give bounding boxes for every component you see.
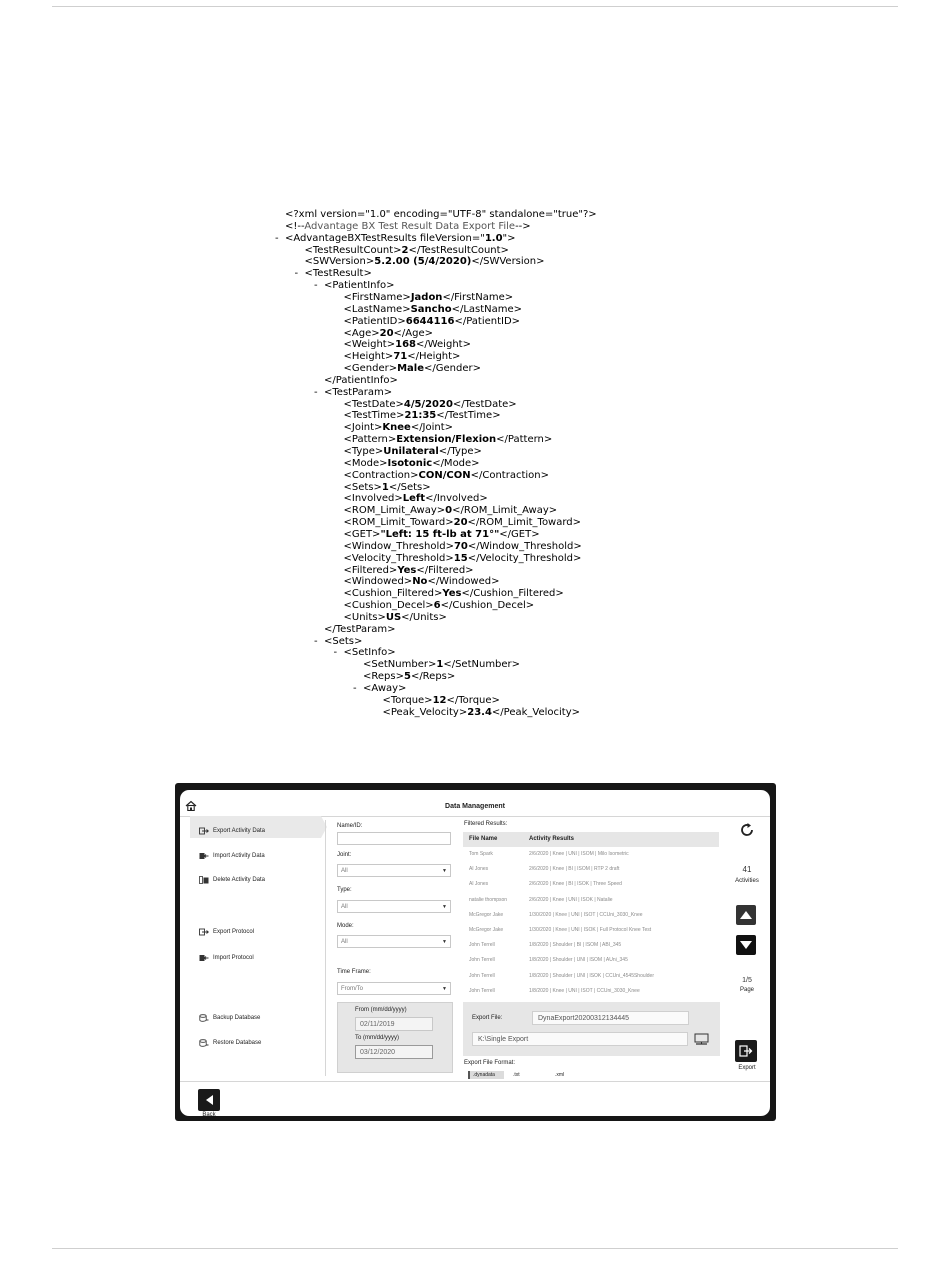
xml-tag: </TestTime> [436,410,501,422]
xml-value: 1 [436,659,444,671]
to-date-label: To (mm/dd/yyyy) [355,1035,400,1041]
export-file-label: Export File: [472,1015,503,1021]
xml-tag: </Weight> [415,339,471,351]
xml-value: No [412,576,428,588]
xml-line [344,588,564,600]
xml-tag: </PatientID> [454,315,521,327]
export-button[interactable] [735,1040,757,1062]
xml-line [305,245,509,257]
xml-tag: </Velocity_Threshold> [467,552,582,564]
xml-tag: <TestParam> [324,386,393,398]
row-activity-result: 1/8/2020 | Shoulder | UNI | ISOK | CCUni_4545Shoulder [529,972,654,979]
xml-line [344,458,480,470]
xml-value: Unilateral [383,446,439,457]
xml-tag: </LastName> [451,303,523,315]
xml-tag: <Units> [343,611,386,623]
xml-value: 15 [453,552,468,564]
row-activity-result: 1/8/2020 | Knee | UNI | ISOT | CCUni_3030_Knee [529,987,640,994]
sidebar-item-label: Restore Database [213,1040,262,1046]
sidebar-item-backup-database[interactable] [199,1013,317,1023]
collapse-toggle-icon[interactable]: - [275,232,279,244]
page-indicator: 1/5 [742,977,752,984]
row-file-name: Tom Spark [469,851,493,857]
row-file-name: McGregor Jake [469,911,504,918]
xml-tag: </Involved> [425,493,488,505]
xml-tag: <Window_Threshold> [343,540,454,552]
xml-tag: <Joint> [343,422,383,434]
xml-tag: </TestResultCount> [408,244,509,256]
xml-value: Knee [382,422,411,434]
xml-value: Extension/Flexion [396,434,497,446]
xml-tag: </Reps> [410,671,456,683]
xml-comment: Advantage BX Test Result Data Export File [304,220,516,232]
xml-value: 0 [445,505,453,517]
import-icon [199,954,209,962]
xml-tag: <LastName> [343,303,411,315]
xml-tag: <Contraction> [343,469,419,481]
xml-tag: <Filtered> [343,564,398,576]
export-path-input[interactable]: K:\Single Export [472,1032,688,1046]
xml-line [344,529,540,541]
data-management-screen [180,790,770,1116]
xml-line [363,659,520,671]
xml-tag: <PatientID> [343,315,406,327]
xml-tag: <ROM_Limit_Away> [343,505,446,517]
from-date-label: From (mm/dd/yyyy) [355,1007,407,1013]
activities-label: Activities [735,878,759,884]
sidebar-item-import-protocol[interactable] [199,953,317,963]
xml-tag: <ROM_Limit_Toward> [343,517,454,529]
xml-line [344,505,558,517]
xml-line [314,386,393,399]
xml-line [324,624,396,636]
table-row[interactable] [463,953,719,968]
xml-tag: <Sets> [324,635,363,647]
xml-value: 21:35 [404,410,437,422]
back-arrow-icon [204,1094,215,1106]
back-button[interactable] [198,1089,220,1111]
xml-tag: </TestDate> [452,398,517,410]
xml-line [383,695,500,707]
chevron-down-icon: ▼ [442,904,447,910]
xml-value: 6 [433,600,441,612]
row-file-name: Al Jones [469,881,489,888]
xml-tag: <Windowed> [343,576,413,588]
xml-tag: <Gender> [343,363,398,375]
row-activity-result: 2/6/2020 | Knee | UNI | ISOK | Natalie [529,896,613,903]
sidebar-item-label: Export Activity Data [213,828,266,834]
xml-tag: <SetNumber> [363,659,437,671]
xml-line [275,232,516,245]
sidebar-item-label: Export Protocol [213,929,255,935]
page-up-button[interactable] [736,905,756,925]
xml-tag: </Mode> [432,457,480,469]
row-file-name: John Terrell [469,957,495,964]
xml-tag: <FirstName> [343,291,411,303]
xml-line [344,351,461,363]
time-frame-select[interactable] [337,982,451,995]
table-row[interactable] [463,984,719,999]
xml-tag: <TestResult> [304,268,372,280]
xml-tag: </Pattern> [496,434,553,446]
sidebar-item-export-activity-data[interactable] [199,826,317,836]
xml-tag: <Pattern> [343,434,397,446]
xml-tag: </Age> [393,327,433,339]
format-xml[interactable]: .xml [555,1072,565,1078]
xml-line [344,363,482,375]
sidebar-item-restore-database[interactable] [199,1038,317,1048]
xml-tag: <Away> [363,683,407,694]
xml-line [344,434,553,446]
xml-value: Yes [397,564,417,576]
xml-tag: </Windowed> [427,576,500,588]
collapse-toggle-icon[interactable]: - [333,647,338,659]
xml-tag: <!-- [285,220,305,232]
chevron-down-icon: ▼ [442,868,447,874]
xml-line [344,493,488,505]
xml-tag: </Gender> [424,363,482,375]
xml-line [305,256,545,268]
collapse-toggle-icon[interactable]: - [314,386,318,398]
xml-tag: "> [502,232,516,244]
xml-line [344,576,500,588]
xml-tag: </ROM_Limit_Away> [452,505,558,517]
xml-value: Jadon [410,291,443,303]
xml-line [344,410,501,422]
row-activity-result: 1/8/2020 | Shoulder | BI | ISOM | ABI_345 [529,942,622,949]
database-icon [199,1039,209,1047]
xml-tag: <Sets> [343,481,382,493]
row-activity-result: 2/6/2020 | Knee | BI | ISOM | RTP 2 draft [529,866,620,873]
xml-value: US [385,611,402,623]
app-screenshot-frame [175,783,776,1121]
sidebar-item-import-activity-data[interactable] [199,851,317,861]
name-id-input[interactable] [337,832,451,845]
xml-tag: </Cushion_Decel> [440,600,535,612]
xml-line [344,541,582,553]
mode-value: All [341,939,348,945]
joint-label: Joint: [337,852,352,858]
export-icon [199,827,209,835]
export-icon [739,1045,753,1057]
xml-line [285,221,531,233]
xml-line [344,600,535,612]
back-label: Back [202,1112,216,1116]
xml-tag: <Cushion_Filtered> [343,588,443,600]
time-frame-value: From/To [341,986,364,992]
collapse-toggle-icon[interactable]: - [314,635,318,647]
xml-tag: </Cushion_Filtered> [461,588,564,600]
xml-value: 1.0 [484,232,503,244]
xml-tag: <Age> [343,327,380,339]
import-icon [199,852,209,860]
xml-line [344,399,517,411]
activities-count: 41 [742,865,752,874]
xml-tag: <PatientInfo> [324,280,395,292]
xml-value: 20 [453,517,468,529]
xml-value: 20 [379,327,394,339]
collapse-toggle-icon[interactable]: - [294,268,299,280]
xml-tag: </FirstName> [442,291,514,303]
xml-tag: <Height> [343,351,394,363]
footer-divider [180,1081,770,1082]
xml-line [344,612,447,624]
xml-tag: <AdvantageBXTestResults fileVersion=" [285,232,485,244]
table-row[interactable] [463,908,719,923]
xml-tag: </ROM_Limit_Toward> [467,517,582,529]
xml-value: 12 [432,694,447,706]
xml-tag: </Window_Threshold> [467,540,582,552]
xml-line [294,268,372,280]
type-label: Type: [337,887,352,893]
xml-line [344,565,474,577]
xml-tag: </TestParam> [324,623,396,635]
row-file-name: McGregor Jake [469,927,504,933]
chevron-down-icon: ▼ [442,939,447,945]
screen-title: Data Management [445,803,505,810]
xml-tag: </Height> [407,351,461,363]
xml-tag: <SWVersion> [304,256,375,268]
xml-line [344,517,582,529]
export-file-input[interactable]: DynaExport20200312134445 [532,1011,689,1025]
xml-tag: </SetNumber> [443,659,521,671]
collapse-toggle-icon[interactable]: - [314,280,318,292]
xml-tag: <TestResultCount> [304,244,402,256]
row-file-name: natalie thompson [469,896,508,903]
xml-tag: <Velocity_Threshold> [343,552,454,564]
xml-tag: </Peak_Velocity> [491,706,581,718]
from-date-input[interactable]: 02/11/2019 [355,1017,433,1031]
column-activity-results: Activity Results [529,836,575,842]
xml-line [353,683,407,695]
xml-value: Yes [442,588,462,600]
xml-tag: </Units> [401,611,447,623]
to-date-input[interactable]: 03/12/2020 [355,1045,433,1059]
xml-value: 23.4 [467,706,492,718]
xml-line [344,304,523,316]
refresh-icon[interactable] [739,822,755,838]
xml-tag: </Torque> [446,694,500,706]
xml-value: "Left: 15 ft-lb at 71°" [380,528,500,540]
xml-tag: </SWVersion> [471,256,545,268]
type-value: All [341,904,348,910]
xml-tag: <TestTime> [343,410,405,422]
xml-line [324,375,398,387]
row-file-name: John Terrell [469,987,495,994]
xml-tag: <TestDate> [343,398,404,410]
export-button-label: Export [738,1065,756,1071]
chevron-down-icon: ▼ [442,986,447,992]
table-row[interactable] [463,893,719,908]
row-activity-result: 1/30/2020 | Knee | UNI | ISOT | CCUni_3030_Knee [529,911,643,918]
sidebar-item-delete-activity-data[interactable] [199,875,317,885]
table-row[interactable] [463,969,719,984]
mode-select[interactable] [337,935,451,948]
xml-tag: </Contraction> [470,469,549,481]
results-table-header [463,832,719,847]
folder-icon[interactable] [694,1033,709,1045]
xml-value: 71 [393,351,408,363]
joint-value: All [341,868,348,874]
xml-value: CON/CON [418,469,471,481]
trash-icon [199,876,209,884]
table-row[interactable] [463,847,719,862]
filtered-results-label: Filtered Results: [464,821,508,827]
xml-tag: <Mode> [343,457,388,469]
xml-line [344,422,454,434]
sidebar-item-label: Import Protocol [213,955,254,961]
xml-value: 1 [381,481,389,493]
sidebar-active-pointer [321,816,327,838]
xml-line [344,470,549,482]
xml-tag: --> [515,220,531,232]
row-file-name: John Terrell [469,972,495,979]
sidebar-item-label: Import Activity Data [213,853,265,859]
xml-value: 2 [401,244,409,256]
xml-tag: <Cushion_Decel> [343,600,434,612]
format-txt[interactable]: .txt [513,1072,520,1078]
row-activity-result: 2/6/2020 | Knee | BI | ISOK | Three Speed [529,881,622,888]
export-icon [199,928,209,936]
xml-line [344,446,482,458]
row-file-name: Al Jones [469,866,489,873]
type-select[interactable] [337,900,451,913]
xml-tag: </Type> [438,446,482,457]
database-icon [199,1014,209,1022]
xml-value: 70 [453,540,468,552]
xml-value: 5 [403,671,411,683]
xml-line [344,553,582,565]
xml-value: 6644116 [405,315,455,327]
xml-line [344,292,514,304]
xml-tag: <SetInfo> [343,647,396,659]
format-dynadata: .dynadata [473,1072,495,1078]
table-row[interactable] [463,862,719,877]
xml-line [333,647,396,659]
mode-label: Mode: [337,923,354,929]
row-activity-result: 1/30/2020 | Knee | UNI | ISOK | Full Protocol Knee Test [529,927,652,933]
xml-tag: </GET> [499,528,540,540]
row-activity-result: 2/6/2020 | Knee | UNI | ISOM | Milo Isometric [529,851,629,857]
sidebar-item-label: Backup Database [213,1015,261,1021]
xml-tag: </Sets> [388,481,431,493]
sidebar-item-export-protocol[interactable] [199,927,317,937]
xml-tag: <GET> [343,528,381,540]
xml-tag: </Joint> [410,422,454,434]
xml-line [363,671,455,683]
xml-line [344,328,434,340]
xml-tag: <Involved> [343,493,403,505]
xml-value: Sancho [410,303,452,315]
triangle-up-icon [739,909,753,921]
name-id-label: Name/ID: [337,823,363,829]
table-row[interactable] [463,938,719,953]
top-rule [52,6,898,7]
joint-select[interactable] [337,864,451,877]
xml-line [344,316,521,328]
xml-value: 168 [395,339,416,351]
xml-tag: <Type> [343,446,384,457]
xml-tag: </PatientInfo> [324,374,398,386]
xml-value: Isotonic [387,457,433,469]
bottom-rule [52,1248,898,1249]
xml-value: Left [402,493,426,505]
row-file-name: John Terrell [469,942,495,949]
triangle-down-icon [739,939,753,951]
xml-value: Male [397,363,425,375]
xml-tag: <Reps> [363,671,404,683]
xml-line [285,209,597,221]
page-down-button[interactable] [736,935,756,955]
table-row[interactable] [463,923,719,938]
page-label: Page [739,987,754,993]
xml-tag: <Torque> [382,694,433,706]
collapse-toggle-icon[interactable]: - [353,683,357,694]
xml-line [344,482,431,494]
xml-value: 4/5/2020 [403,398,453,410]
xml-tag: <Peak_Velocity> [382,706,468,718]
export-format-label: Export File Format: [464,1060,516,1066]
column-file-name: File Name [469,836,498,842]
table-row[interactable] [463,877,719,892]
xml-line [383,707,581,719]
xml-line [314,635,363,648]
xml-tag: <Weight> [343,339,396,351]
xml-line [314,280,395,292]
sidebar-divider [325,820,326,1076]
sidebar-item-label: Delete Activity Data [213,877,266,883]
xml-tag: <?xml version="1.0" encoding="UTF-8" standalone="true"?> [285,209,597,220]
xml-value: 5.2.00 (5/4/2020) [374,256,472,268]
row-activity-result: 1/8/2020 | Shoulder | UNI | ISOM | AUni_345 [529,957,628,964]
time-frame-label: Time Frame: [337,969,371,975]
xml-tag: </Filtered> [416,564,474,576]
xml-line [344,339,471,351]
